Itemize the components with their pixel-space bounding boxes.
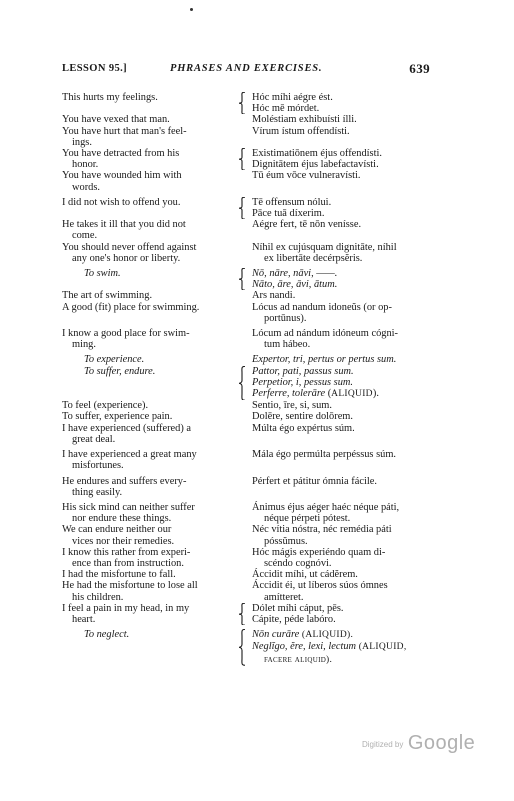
latin-line: Tē offensum nólui. — [252, 196, 332, 208]
latin-translation — [238, 502, 442, 524]
english-line: I did not wish to offend you. — [62, 196, 181, 208]
latin-line: Perpetior, i, pessus sum. — [252, 376, 354, 388]
section-title: PHRASES AND EXERCISES. — [170, 63, 323, 74]
english-line: The art of swimming. — [62, 290, 153, 302]
latin-line: Sentio, īre, si, sum. — [252, 400, 332, 412]
latin-line: Níhil ex cujúsquam dignitāte, níhil — [252, 241, 397, 253]
english-line: any one's honor or liberty. — [72, 252, 181, 264]
english-phrase — [62, 449, 238, 471]
curly-brace-icon — [238, 92, 246, 114]
phrase-row — [62, 114, 442, 125]
latin-translation — [238, 476, 442, 498]
phrase-row — [62, 328, 442, 350]
latin-line: Áccidit éi, ut líberos súos ómnes — [252, 580, 388, 592]
english-phrase — [62, 502, 238, 524]
curly-brace-icon — [238, 603, 246, 625]
latin-line: Ars nandi. — [252, 290, 296, 302]
latin-translation — [238, 569, 442, 580]
latin-translation — [238, 302, 442, 324]
english-line: To experience. — [84, 354, 145, 366]
phrase-row — [62, 476, 442, 498]
english-line: You have hurt that man's feel- — [62, 125, 187, 137]
digitization-watermark — [362, 732, 475, 755]
english-line: We can endure neither our — [62, 524, 172, 536]
grammar-marker: (ALIQUID, — [358, 642, 407, 653]
english-line: I know this rather from experi- — [62, 546, 191, 558]
english-line: He takes it ill that you did not — [62, 219, 186, 231]
latin-translation — [238, 354, 442, 365]
latin-translation — [238, 148, 442, 170]
english-phrase — [62, 547, 238, 569]
latin-line: Tū éum vōce vulneravísti. — [252, 170, 361, 182]
phrase-row — [62, 242, 442, 264]
english-line: I have experienced a great many — [62, 449, 197, 461]
latin-line: Nō, nāre, nāvi, ——. — [252, 268, 338, 280]
english-line: To suffer, experience pain. — [62, 411, 173, 423]
latin-line: Dólet míhi cáput, pēs. — [252, 602, 344, 614]
phrase-row — [62, 219, 442, 241]
english-line: his children. — [72, 591, 124, 603]
latin-line: Múlta égo expértus súm. — [252, 422, 355, 434]
english-line: To suffer, endure. — [84, 365, 156, 377]
english-line: To swim. — [84, 268, 121, 280]
watermark-brand: Google — [407, 732, 476, 754]
latin-line: Ánimus éjus aéger haéc néque páti, — [252, 501, 400, 513]
latin-translation — [238, 328, 442, 350]
english-line: ming. — [72, 339, 96, 351]
english-line: come. — [72, 230, 98, 242]
english-phrase — [62, 219, 238, 241]
latin-line: Pérfert et pátitur ómnia fácile. — [252, 475, 377, 487]
latin-line: Expertor, tri, pertus or pertus sum. — [252, 354, 397, 366]
latin-line: scéndo cognóvi. — [264, 557, 332, 569]
curly-brace-icon — [238, 197, 246, 219]
english-phrase — [62, 126, 238, 148]
english-line: great deal. — [72, 433, 116, 445]
english-line: You should never offend against — [62, 241, 197, 253]
latin-line: Hóc mē mórdet. — [252, 103, 320, 115]
phrase-row — [62, 302, 442, 324]
phrase-row — [62, 354, 442, 365]
english-phrase — [62, 411, 238, 422]
latin-line: portūnus). — [264, 312, 307, 324]
latin-line: facere aliquid). — [264, 654, 333, 665]
latin-line: Neglĭgo, ĕre, lexi, lectum (ALIQUID, — [252, 641, 407, 653]
english-phrase — [62, 580, 238, 602]
curly-brace-icon — [238, 366, 246, 401]
phrase-row — [62, 502, 442, 524]
latin-translation — [238, 242, 442, 264]
latin-line: Aégre fert, tē nōn venísse. — [252, 219, 362, 231]
english-phrase — [62, 328, 238, 350]
curly-brace-icon — [238, 148, 246, 170]
latin-translation — [238, 92, 442, 114]
phrase-row — [62, 126, 442, 148]
latin-translation — [238, 170, 442, 192]
latin-line: Dolēre, sentire dolōrem. — [252, 411, 353, 423]
english-line: This hurts my feelings. — [62, 92, 158, 103]
phrase-row — [62, 170, 442, 192]
latin-translation — [238, 114, 442, 125]
phrase-row — [62, 148, 442, 170]
phrase-row — [62, 268, 442, 290]
english-phrase — [62, 242, 238, 264]
english-line: You have vexed that man. — [62, 114, 170, 126]
phrase-row — [62, 197, 442, 219]
phrase-row — [62, 580, 442, 602]
english-line: To feel (experience). — [62, 400, 149, 412]
english-line: honor. — [72, 159, 99, 171]
english-phrase — [62, 476, 238, 498]
latin-line: Pattor, pati, passus sum. — [252, 365, 354, 377]
latin-translation — [238, 449, 442, 471]
latin-line: Áccidit míhi, ut cádĕrem. — [252, 569, 358, 581]
english-phrase — [62, 268, 238, 290]
english-phrase — [62, 603, 238, 625]
latin-translation — [238, 366, 442, 401]
english-phrase — [62, 197, 238, 219]
lesson-label: LESSON 95.] — [62, 63, 128, 74]
english-line: To neglect. — [84, 629, 130, 641]
english-phrase — [62, 114, 238, 125]
latin-line: Nāto, āre, āvi, ātum. — [252, 279, 338, 291]
phrase-row — [62, 290, 442, 301]
phrase-row — [62, 629, 442, 666]
english-line: heart. — [72, 613, 96, 625]
english-line: You have detracted from his — [62, 148, 180, 160]
english-phrase — [62, 92, 238, 114]
latin-translation — [238, 411, 442, 422]
latin-line: Lócus ad nandum idoneŭs (or op- — [252, 301, 392, 313]
latin-line: néque pérpeti pótest. — [264, 513, 351, 525]
english-line: vices nor their remedies. — [72, 535, 175, 547]
grammar-marker: ALIQUID — [331, 389, 373, 400]
phrase-row — [62, 400, 442, 411]
english-line: He endures and suffers every- — [62, 475, 187, 487]
latin-line: Néc vítia nóstra, néc remédia páti — [252, 524, 392, 536]
english-phrase — [62, 423, 238, 445]
latin-line: Pāce tuā díxerim. — [252, 208, 325, 220]
latin-translation — [238, 268, 442, 290]
phrase-row — [62, 366, 442, 401]
english-phrase — [62, 400, 238, 411]
english-phrase — [62, 629, 238, 666]
english-line: misfortunes. — [72, 460, 124, 472]
phrase-list — [62, 92, 442, 666]
latin-line: Mála égo permúlta perpéssus súm. — [252, 449, 396, 461]
latin-translation — [238, 197, 442, 219]
english-phrase — [62, 354, 238, 365]
latin-translation — [238, 219, 442, 241]
phrase-row — [62, 92, 442, 114]
english-line: I know a good place for swim- — [62, 328, 190, 340]
english-phrase — [62, 302, 238, 324]
english-phrase — [62, 290, 238, 301]
english-line: words. — [72, 181, 100, 193]
ink-speck — [190, 8, 193, 11]
latin-line: Nōn curāre (ALIQUID). — [252, 629, 354, 641]
english-line: A good (fit) place for swimming. — [62, 301, 200, 313]
latin-line: Perferre, tolerāre (ALIQUID). — [252, 388, 379, 400]
phrase-row — [62, 603, 442, 625]
latin-translation — [238, 290, 442, 301]
latin-line: Existimatiōnem éjus offendísti. — [252, 148, 382, 160]
english-line: ence than from instruction. — [72, 557, 184, 569]
english-line: I feel a pain in my head, in my — [62, 602, 190, 614]
phrase-row — [62, 423, 442, 445]
latin-translation — [238, 603, 442, 625]
english-phrase — [62, 148, 238, 170]
running-header — [62, 62, 430, 78]
curly-brace-icon — [238, 629, 246, 666]
latin-line: ex libertāte decérpsĕris. — [264, 252, 363, 264]
phrase-row — [62, 411, 442, 422]
latin-line: Hóc mágis experiéndo quam di- — [252, 546, 386, 558]
latin-line: Vírum ístum offendísti. — [252, 125, 350, 137]
grammar-marker: (ALIQUID). — [301, 630, 354, 641]
latin-translation — [238, 629, 442, 666]
phrase-row — [62, 449, 442, 471]
english-line: thing easily. — [72, 486, 123, 498]
english-phrase — [62, 569, 238, 580]
watermark-prefix: Digitized by — [362, 740, 404, 749]
phrase-row — [62, 547, 442, 569]
english-phrase — [62, 524, 238, 546]
phrase-row — [62, 524, 442, 546]
latin-line: póssŭmus. — [264, 535, 308, 547]
latin-line: Moléstiam exhibuísti ílli. — [252, 114, 357, 126]
english-line: He had the misfortune to lose all — [62, 580, 198, 592]
english-line: You have wounded him with — [62, 170, 182, 182]
latin-translation — [238, 423, 442, 445]
latin-translation — [238, 547, 442, 569]
english-line: I had the misfortune to fall. — [62, 569, 176, 581]
english-line: I have experienced (suffered) a — [62, 422, 192, 434]
latin-translation — [238, 126, 442, 148]
latin-translation — [238, 524, 442, 546]
english-line: His sick mind can neither suffer — [62, 501, 195, 513]
latin-line: amítteret. — [264, 591, 304, 603]
curly-brace-icon — [238, 268, 246, 290]
phrase-row — [62, 569, 442, 580]
latin-translation — [238, 580, 442, 602]
latin-line: Hóc míhi aégre ést. — [252, 92, 333, 103]
latin-translation — [238, 400, 442, 411]
latin-line: tum hábeo. — [264, 339, 311, 351]
english-phrase — [62, 170, 238, 192]
english-line: nor endure these things. — [72, 513, 172, 525]
english-line: ings. — [72, 136, 92, 148]
latin-line: Cápite, péde labóro. — [252, 613, 336, 625]
english-phrase — [62, 366, 238, 401]
latin-line: Lócum ad nándum idóneum cógni- — [252, 328, 399, 340]
latin-line: Dignitātem éjus labefactavísti. — [252, 159, 379, 171]
page-number: 639 — [409, 61, 430, 76]
